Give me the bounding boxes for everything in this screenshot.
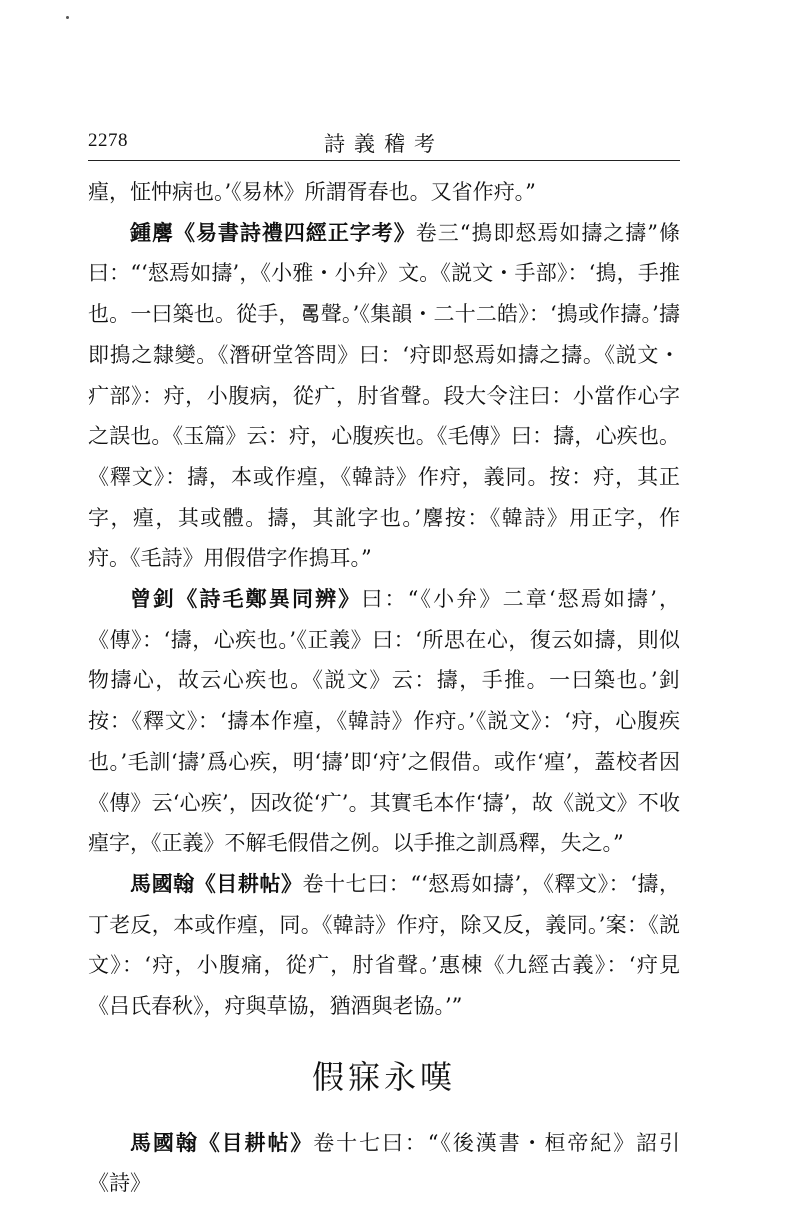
paragraph-continuation <box>88 172 680 213</box>
cited-author-work: 鍾麐《易書詩禮四經正字考》 <box>130 220 416 245</box>
paragraph-text: 卷十七曰：“‘惄焉如擣’，《釋文》：‘擣，丁老反，本或作㾮，同。《韓詩》作疛，除又反，義同。’案：《説文》：‘疛，小腹痛，從疒，肘省聲。’惠棟《九經古義》：‘疛見《吕氏春秋》，疛與草協，猶酒與老協。’” <box>88 871 680 1019</box>
scan-speck <box>66 16 69 19</box>
cited-author-work: 曾釗《詩毛鄭異同辨》 <box>130 587 362 612</box>
paragraph-ma-guohan <box>88 864 680 1027</box>
paragraph-zhong-lin <box>88 213 680 579</box>
page-header <box>88 128 680 161</box>
paragraph-text: 卷十七曰：“《後漢書・桓帝紀》詔引《詩》 <box>88 1130 681 1196</box>
paragraph-zeng-zhao <box>88 579 680 864</box>
running-title: 詩義稽考 <box>324 132 444 156</box>
cited-author-work: 馬國翰《目耕帖》 <box>130 871 303 896</box>
body-text <box>88 172 680 1204</box>
section-heading: 假寐永嘆 <box>311 1057 456 1096</box>
page-number: 2278 <box>88 130 128 151</box>
paragraph-section-start <box>88 1123 680 1204</box>
cited-author-work: 馬國翰《目耕帖》 <box>130 1130 314 1155</box>
paragraph-text: 曰：“《小弁》二章‘惄焉如擣’，《傳》：‘擣，心疾也。’《正義》曰：‘所思在心，復云如擣，則似物擣心，故云心疾也。《説文》云：擣，手推。一曰築也。’釗按：《釋文》：‘擣本作㾮，《韓詩》作疛。’《説文》：‘疛，心腹疾也。’毛訓‘擣’爲心疾，明‘擣’即‘疛’之假借。或作‘㾮’，蓋校者因《傳》云‘心疾’，因改從‘疒’。其實毛本作‘擣’，故《説文》不收㾮字，《正義》不解毛假借之例。以手推之訓爲釋，失之。” <box>88 587 681 856</box>
paragraph-text: 卷三“㨶即惄焉如擣之擣”條曰：“‘惄焉如擣’，《小雅・小弁》文。《説文・手部》：‘㨶，手推也。一曰築也。從手，𠷎聲。’《集韻・二十二皓》：‘㨶或作擣。’擣即㨶之隸變。《潛研堂答問》曰：‘疛即惄焉如擣之擣。《説文・疒部》：疛，小腹病，從疒，肘省聲。段大令注曰：小當作心字之誤也。《玉篇》云：疛，心腹疾也。《毛傳》曰：擣，心疾也。《釋文》：擣，本或作㾮，《韓詩》作疛，義同。按：疛，其正字，㾮，其或體。擣，其訛字也。’麐按：《韓詩》用正字，作疛。《毛詩》用假借字作㨶耳。” <box>88 220 680 571</box>
paragraph-text: 㾮，怔忡病也。’《易林》所謂胥春也。又省作疛。” <box>88 180 536 204</box>
